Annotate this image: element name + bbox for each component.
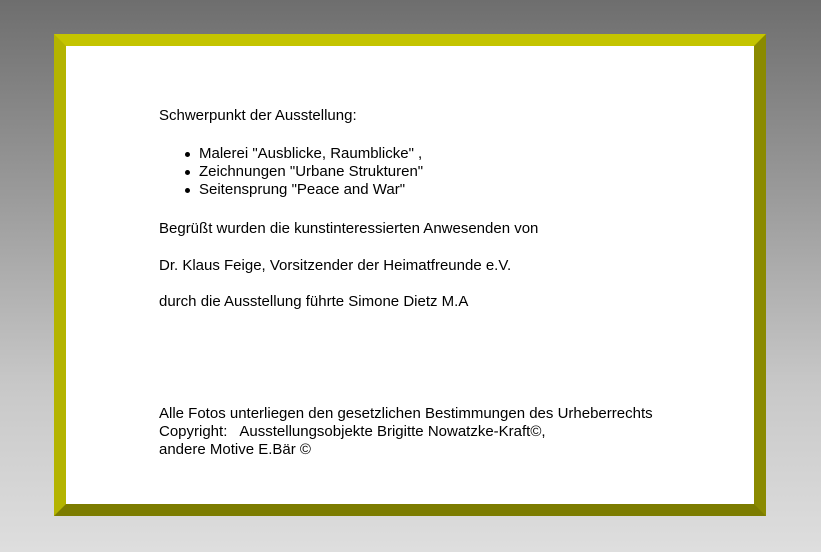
heading: Schwerpunkt der Ausstellung: (159, 107, 357, 124)
focus-list (159, 145, 423, 199)
speaker-text: Dr. Klaus Feige, Vorsitzender der Heimatfreunde e.V. (159, 257, 512, 274)
list-item: Malerei "Ausblicke, Raumblicke" , (159, 145, 423, 163)
list-item: Seitensprung "Peace and War" (159, 181, 423, 199)
greeting-text: Begrüßt wurden die kunstinteressierten Anwesenden von (159, 220, 539, 237)
copyright-label: Copyright: (159, 423, 228, 440)
other-motives-text: andere Motive E.Bär © (159, 441, 311, 458)
rights-text: Alle Fotos unterliegen den gesetzlichen Bestimmungen des Urheberrechts (159, 405, 653, 422)
copyright-line (159, 423, 546, 441)
copyright-text: Ausstellungsobjekte Brigitte Nowatzke-Kraft©, (239, 423, 546, 440)
list-item: Zeichnungen "Urbane Strukturen" (159, 163, 423, 181)
guide-text: durch die Ausstellung führte Simone Dietz M.A (159, 293, 469, 310)
